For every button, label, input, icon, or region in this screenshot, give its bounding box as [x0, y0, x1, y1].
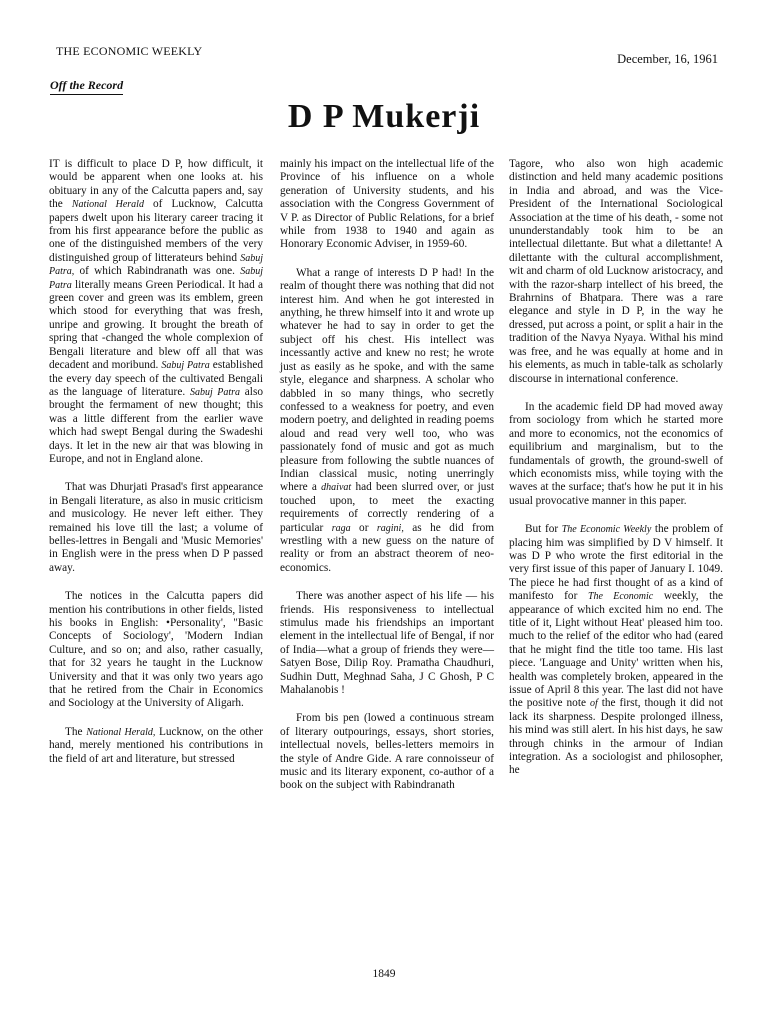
- italic-text-run: of: [589, 698, 598, 710]
- page-number: 1849: [372, 968, 396, 980]
- article-paragraph: [49, 158, 263, 466]
- text-run: The notices in the Calcutta papers did mention his contributions in other fields, listed his books in English: •Personality', "Basic Concepts of Sociology', 'Modern Indian Culture, and so on; and also, rather casually, that for 32 years he taught in the Lucknow University and that it was only two years ago that he retired from the Chair in Economics and Sociology at the University of Aligarh.: [49, 590, 263, 710]
- article-paragraph: [49, 726, 263, 766]
- masthead: THE ECONOMIC WEEKLY: [56, 44, 203, 58]
- text-run: From bis pen (lowed a continuous stream of literary outpourings, essays, short stories, intellectual novels, belles-letters memoirs in the style of Andre Gide. A rare connoisseur of music and its literary exponent, co-author of a book on the subject with Rabindranath: [280, 712, 494, 792]
- article-headline: D P Mukerji: [287, 98, 481, 135]
- article-paragraph: [280, 590, 494, 697]
- italic-text-run: raga: [331, 522, 351, 534]
- text-run: had been slurred over, or just touched upon, to meet the exacting requirements of correctly rendering of a particular: [280, 481, 494, 534]
- text-run: But for: [525, 523, 562, 536]
- article-paragraph: [280, 712, 494, 792]
- article-paragraph: [49, 481, 263, 575]
- text-run: also brought the fermament of new thought; this was a little different from the earlier wave which had swept Bengal during the Swadeshi days. It let in the new air that was blowing in Europe, and not in England alone.: [49, 385, 263, 465]
- italic-text-run: ragini,: [376, 522, 404, 534]
- italic-text-run: Sabuj Patra: [161, 360, 210, 372]
- article-paragraph: [509, 401, 723, 508]
- article-column-3: [509, 158, 723, 793]
- italic-text-run: Sabuj Patra: [189, 386, 240, 398]
- text-run: The: [65, 725, 87, 738]
- text-run: the problem of placing him was simplified by D V himself. It was D P who wrote the first editorial in the very first issue of this paper of January I. 1049. The piece he had first thought of as a kind of manifesto for: [509, 523, 723, 603]
- article-paragraph: [280, 267, 494, 575]
- issue-date: December, 16, 1961: [617, 52, 718, 66]
- text-run: There was another aspect of his life — his friends. His responsiveness to intellectual stimulus made his friendships an important element in the intellectual life of Bengal, if nor of India—what a group of friends they were—Satyen Bose, Dilip Roy. Pramatha Chaudhuri, Sudhin Dutt, Meghnad Saha, J C Ghosh, P C Mahalanobis !: [280, 590, 494, 697]
- italic-text-run: dhaivat: [321, 482, 352, 494]
- text-run: In the academic field DP had moved away from sociology from which he started more and more to economics, not the economics of equilibrium and marginalism, but to the fundamentals of growth, the ground-swell of which economists miss, while toying with the waves at the surface; that's how he put it in his usual provocative manner in this paper.: [509, 400, 723, 507]
- italic-text-run: Sabuj Patra,: [49, 252, 263, 278]
- text-run: Tagore, who also won high academic distinction and held many academic positions in India and abroad, and was the Vice-President of the International Sociological Association at the time of his death, - some not ununderstandably took him to be an intellectual dilettante. But what a dilettante! A dilettante with the cultural accomplishment, wit and charm of old Lucknow aristocracy, and with the razor-sharp intellect of his breed, the Brahrnins of Bhatpara. There was a rare elegance and style in D P, in the way he dressed, put across a point, or split a hair in the tradition of the Navya Nyaya. Withal his mind was free, and he was equally at home and in his elements, as much in table-talk as scholarly discourse in international conference.: [509, 158, 723, 385]
- article-paragraph: [509, 523, 723, 778]
- article-column-1: [49, 158, 263, 781]
- text-run: Lucknow, on the other hand, merely mentioned his contributions in the field of art and literature, but stressed: [49, 725, 263, 765]
- italic-text-run: The Economic Weekly: [561, 524, 652, 536]
- text-run: or: [350, 521, 377, 534]
- article-paragraph: [509, 158, 723, 386]
- text-run: What a range of interests D P had! In the realm of thought there was nothing that did not interest him. And when he got interested in anything, he threw himself into it and wrote up whatever he had to say in order to get the subject off his chest. His intellect was incessantly active and knew no rest; he wrote just as easily as he spoke, and with the same style, elegance and sharpness. A scholar who dabbled in so many things, who secretly confessed to a weakness for poetry, and even modern poetry, and delighted in reading poems aloud and read very well too, who was passionately fond of music and got as much pleasure from following the subtle nuances of Indian classical music, noting unerringly where a: [280, 266, 494, 494]
- article-paragraph: [280, 158, 494, 252]
- italic-text-run: National Herald: [71, 199, 144, 211]
- text-run: of which Rabindranath was one.: [74, 265, 241, 278]
- article-column-2: [280, 158, 494, 808]
- text-run: mainly his impact on the intellectual life of the Province of his influence on a whole generation of University students, and his association with the Congress Government of V P. as Director of Public Relations, for a brief while from 1938 to 1940 and again as Honorary Economic Adviser, in 1959-60.: [280, 158, 494, 251]
- text-run: literally means Green Periodical. It had a green cover and green was its emblem, green which stood for everything that was fresh, unripe and growing. It brought the breath of spring that -changed the whole complexion of Bengali literature and blew off all that was decadent and moribund.: [49, 278, 263, 372]
- italic-text-run: Sabuj Patra: [49, 266, 263, 291]
- text-run: weekly, the appearance of which excited him no end. The title of it, Light without Heat' pleased him too. much to the relief of the editor who had (eared that he might find the title too tame. His last piece. 'Language and Unity' written when his, health was completely broken, appeared in the issue of April 8 this year. The last did not have the positive note: [509, 590, 723, 710]
- text-run: That was Dhurjati Prasad's first appearance in Bengali literature, as also in music criticism and musicology. He never left either. They remained his love till the last; a volume of belles-lettres in Bengali and 'Music Memories' in English were in the press when D P passed away.: [49, 481, 263, 574]
- italic-text-run: National Herald,: [86, 726, 156, 738]
- text-run: IT is difficult to place D P, how difficult, it would be apparent when one looks at. his obituary in any of the Calcutta papers and, say the: [49, 158, 263, 211]
- text-run: of Lucknow, Calcutta papers dwelt upon his literary career tracing it from his first appearance before the public as one of the distinguished members of the very distinguished group of litterateurs behind: [49, 198, 263, 264]
- article-paragraph: [49, 590, 263, 711]
- section-title: Off the Record: [50, 78, 123, 95]
- text-run: as he did from wrestling with a new guess on the nature of reality or from an abstract theorem of neo-economics.: [280, 521, 495, 574]
- italic-text-run: The Economic: [587, 591, 654, 603]
- text-run: established the every day speech of the cultivated Bengali as the language of literature.: [49, 359, 263, 398]
- text-run: the first, though it did not lack its sharpness. Despite prolonged illness, his mind was still alert. In his hist days, he saw through chinks in the armour of Indian integration. As a sociologist and philosopher, he: [509, 697, 723, 777]
